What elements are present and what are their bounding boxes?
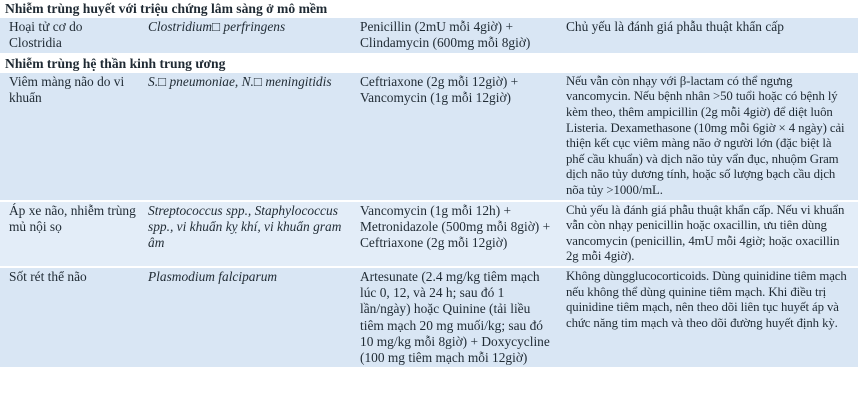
section-header-cns (0, 54, 858, 73)
note-cell: Nếu vẫn còn nhạy với β-lactam có thể ngưng vancomycin. Nếu bệnh nhân >50 tuổi hoặc có bệnh lý kèm theo, thêm ampicillin (2g mỗi 4giờ) để diệt luôn Listeria. Dexamethasone (10mg mỗi 6giờ × 4 ngày) cải thiện kết cục viêm màng não ở người lớn (đặc biệt là phế cầu khuẩn) và dịch não tủy vẩn đục, nhuộm Gram dịch não tủy dương tính, hoặc số lượng bạch cầu dịch nõa tủy >1000/mL. (561, 73, 858, 201)
section-title: Nhiễm trùng hệ thần kinh trung ương (0, 54, 858, 73)
treatment-cell: Artesunate (2.4 mg/kg tiêm mạch lúc 0, 12, và 24 h; sau đó 1 lần/ngày) hoặc Quinine (tải liều tiêm mạch 20 mg muối/kg; sau đó 10 mg/kg mỗi 8giờ) + Doxycycline (100 mg tiêm mạch mỗi 12giờ) (355, 267, 561, 368)
table-row (0, 201, 858, 267)
section-header-soft-tissue (0, 0, 858, 18)
table-row (0, 18, 858, 53)
treatment-cell: Penicillin (2mU mỗi 4giờ) + Clindamycin (600mg mỗi 8giờ) (355, 18, 561, 53)
table-row (0, 267, 858, 368)
organism-cell: Plasmodium falciparum (143, 267, 355, 368)
condition-cell: Hoại tử cơ do Clostridia (0, 18, 143, 53)
note-cell: Chủ yếu là đánh giá phẫu thuật khẩn cấp. Nếu vi khuẩn vẫn còn nhạy penicillin hoặc oxacillin, ưu tiên dùng vancomycin (penicillin, 4mU mỗi 4giờ; hoặc oxacillin 2g mỗi 4giờ). (561, 201, 858, 267)
treatment-cell: Vancomycin (1g mỗi 12h) + Metronidazole (500mg mỗi 8giờ) + Ceftriaxone (2g mỗi 12giờ) (355, 201, 561, 267)
condition-cell: Viêm màng não do vi khuẩn (0, 73, 143, 201)
condition-cell: Sốt rét thể não (0, 267, 143, 368)
treatment-cell: Ceftriaxone (2g mỗi 12giờ) + Vancomycin (1g mỗi 12giờ) (355, 73, 561, 201)
note-cell: Không dùngglucocorticoids. Dùng quinidine tiêm mạch nếu không thể dùng quinine tiêm mạch. Khi điều trị quinidine tiêm mạch, nên theo dõi liên tục huyết áp và chức năng tim mạch và theo dõi đường huyết định kỳ. (561, 267, 858, 368)
organism-cell: S.□ pneumoniae, N.□ meningitidis (143, 73, 355, 201)
section-title: Nhiễm trùng huyết với triệu chứng lâm sàng ở mô mềm (0, 0, 858, 18)
table-row (0, 73, 858, 201)
condition-cell: Áp xe não, nhiễm trùng mủ nội sọ (0, 201, 143, 267)
note-cell: Chủ yếu là đánh giá phẫu thuật khẩn cấp (561, 18, 858, 53)
organism-cell: Streptococcus spp., Staphylococcus spp., vi khuẩn kỵ khí, vi khuẩn gram âm (143, 201, 355, 267)
organism-cell: Clostridium□ perfringens (143, 18, 355, 53)
